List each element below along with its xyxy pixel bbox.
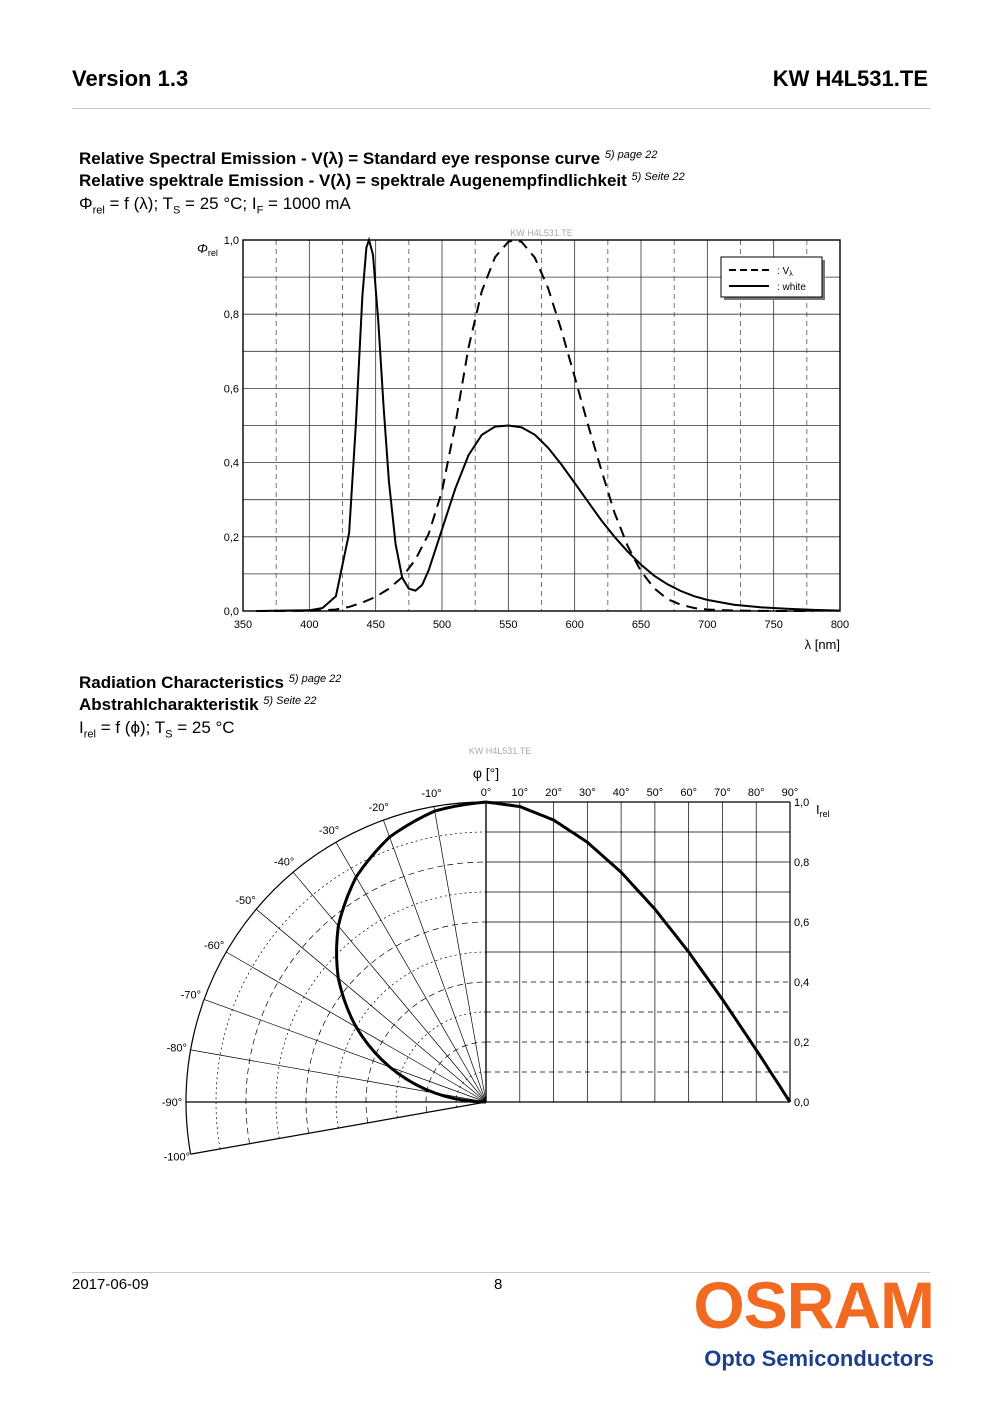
spectral-ref-en: 5) page 22 — [604, 149, 658, 161]
x-tick-label: 350 — [233, 619, 253, 631]
x-tick-label: 550 — [499, 619, 518, 631]
spectral-title-de-text: Relative spektrale Emission - V(λ) = spektrale Augenempfindlichkeit — [79, 171, 627, 190]
y-axis-label-sub: rel — [207, 248, 218, 258]
panel-angle-label: 30° — [579, 787, 596, 799]
spectral-chart — [0, 0, 1000, 680]
version-label: Version 1.3 — [72, 66, 189, 91]
chart-watermark: KW H4L531.TE — [510, 228, 573, 238]
x-tick-label: 750 — [764, 619, 783, 631]
radial-axis-label: $I_{rel}$ — [816, 802, 830, 819]
x-tick-label: 600 — [565, 619, 584, 631]
radiation-title-en — [79, 672, 341, 696]
panel-angle-label: 40° — [612, 787, 630, 799]
product-name: KW H4L531.TE — [772, 66, 928, 91]
polar-angle-label: -100° — [163, 1151, 191, 1164]
polar-angle-label: -10° — [421, 787, 442, 800]
radial-tick-label: 0,2 — [794, 1037, 810, 1049]
angle-axis-label: φ [°] — [472, 765, 500, 781]
panel-angle-label: 60° — [680, 787, 697, 799]
y-tick-label: 0,8 — [223, 309, 239, 322]
logo-subtitle: Opto Semiconductors — [704, 1346, 934, 1371]
page-number: 8 — [494, 1276, 503, 1293]
radiation-ref-en: 5) page 22 — [288, 673, 342, 685]
polar-angle-label: -60° — [203, 940, 225, 952]
polar-angle-label: -50° — [235, 895, 256, 908]
y-tick-label: 0,2 — [223, 531, 239, 544]
radial-tick-label: 0,0 — [794, 1097, 810, 1109]
radiation-title-en-text: Radiation Characteristics — [79, 673, 285, 692]
polar-spoke — [204, 999, 486, 1102]
radiation-title-de — [79, 694, 316, 718]
x-tick-label: 800 — [830, 619, 850, 631]
panel-angle-label: 50° — [646, 787, 664, 799]
polar-spoke — [336, 842, 486, 1102]
polar-angle-label: -30° — [318, 825, 340, 838]
radiation-formula: $I_{rel} = f$ (ϕ); $T_S = 25$ °C — [79, 718, 235, 741]
radial-tick-label: 0,8 — [794, 857, 810, 869]
polar-watermark: KW H4L531.TE — [468, 746, 532, 756]
legend-label: : $V_\lambda$ — [777, 266, 793, 278]
spectral-ref-de: 5) Seite 22 — [631, 171, 685, 183]
polar-angle-label: -70° — [180, 989, 202, 1002]
footer-date: 2017-06-09 — [72, 1276, 149, 1293]
panel-angle-label: 10° — [511, 787, 529, 799]
panel-angle-label: 90° — [781, 787, 799, 799]
polar-angle-label: -90° — [161, 1097, 183, 1109]
radiation-chart — [0, 740, 1000, 1180]
legend-label: : white — [777, 282, 806, 293]
y-tick-label: 0,4 — [223, 457, 239, 470]
radial-axis-label-sub: rel — [819, 809, 830, 819]
panel-angle-label: 70° — [714, 787, 731, 799]
y-tick-label: 1,0 — [223, 235, 239, 247]
y-axis-label: $\Phi_{rel}$ — [197, 241, 218, 258]
radial-tick-label: 0,4 — [794, 977, 810, 989]
legend-label-sub: λ — [789, 271, 793, 278]
radial-tick-label: 1,0 — [794, 797, 810, 809]
x-tick-label: 700 — [698, 619, 717, 631]
radiation-title-de-text: Abstrahlcharakteristik — [79, 695, 259, 714]
polar-spoke — [256, 909, 486, 1102]
radial-tick-label: 0,6 — [794, 917, 810, 929]
polar-angle-label: -20° — [368, 801, 389, 814]
x-axis-label: λ [nm] — [804, 637, 840, 652]
panel-angle-label: 0° — [480, 787, 492, 799]
x-tick-label: 650 — [631, 619, 651, 631]
polar-angle-label: -80° — [166, 1042, 187, 1055]
radiation-ref-de: 5) Seite 22 — [263, 695, 317, 707]
legend-box — [721, 257, 822, 297]
polar-intensity-curve — [337, 802, 486, 1102]
x-tick-label: 450 — [366, 619, 385, 631]
polar-angle-label: -40° — [274, 856, 295, 869]
polar-spoke — [434, 807, 486, 1102]
x-tick-label: 400 — [300, 619, 319, 631]
polar-spoke — [191, 1102, 486, 1154]
y-tick-label: 0,6 — [223, 383, 239, 396]
x-tick-label: 500 — [432, 619, 452, 631]
osram-logo: OSRAM — [693, 1268, 934, 1342]
spectral-title-en-text: Relative Spectral Emission - V(λ) = Standard eye response curve — [79, 149, 601, 168]
panel-angle-label: 80° — [747, 787, 765, 799]
spectral-formula: $\Phi_{rel} = f$ (λ); $T_S = 25$ °C; $I_F = 1000$ mA — [79, 194, 351, 217]
y-tick-label: 0,0 — [223, 606, 239, 618]
panel-angle-label: 20° — [545, 787, 562, 799]
